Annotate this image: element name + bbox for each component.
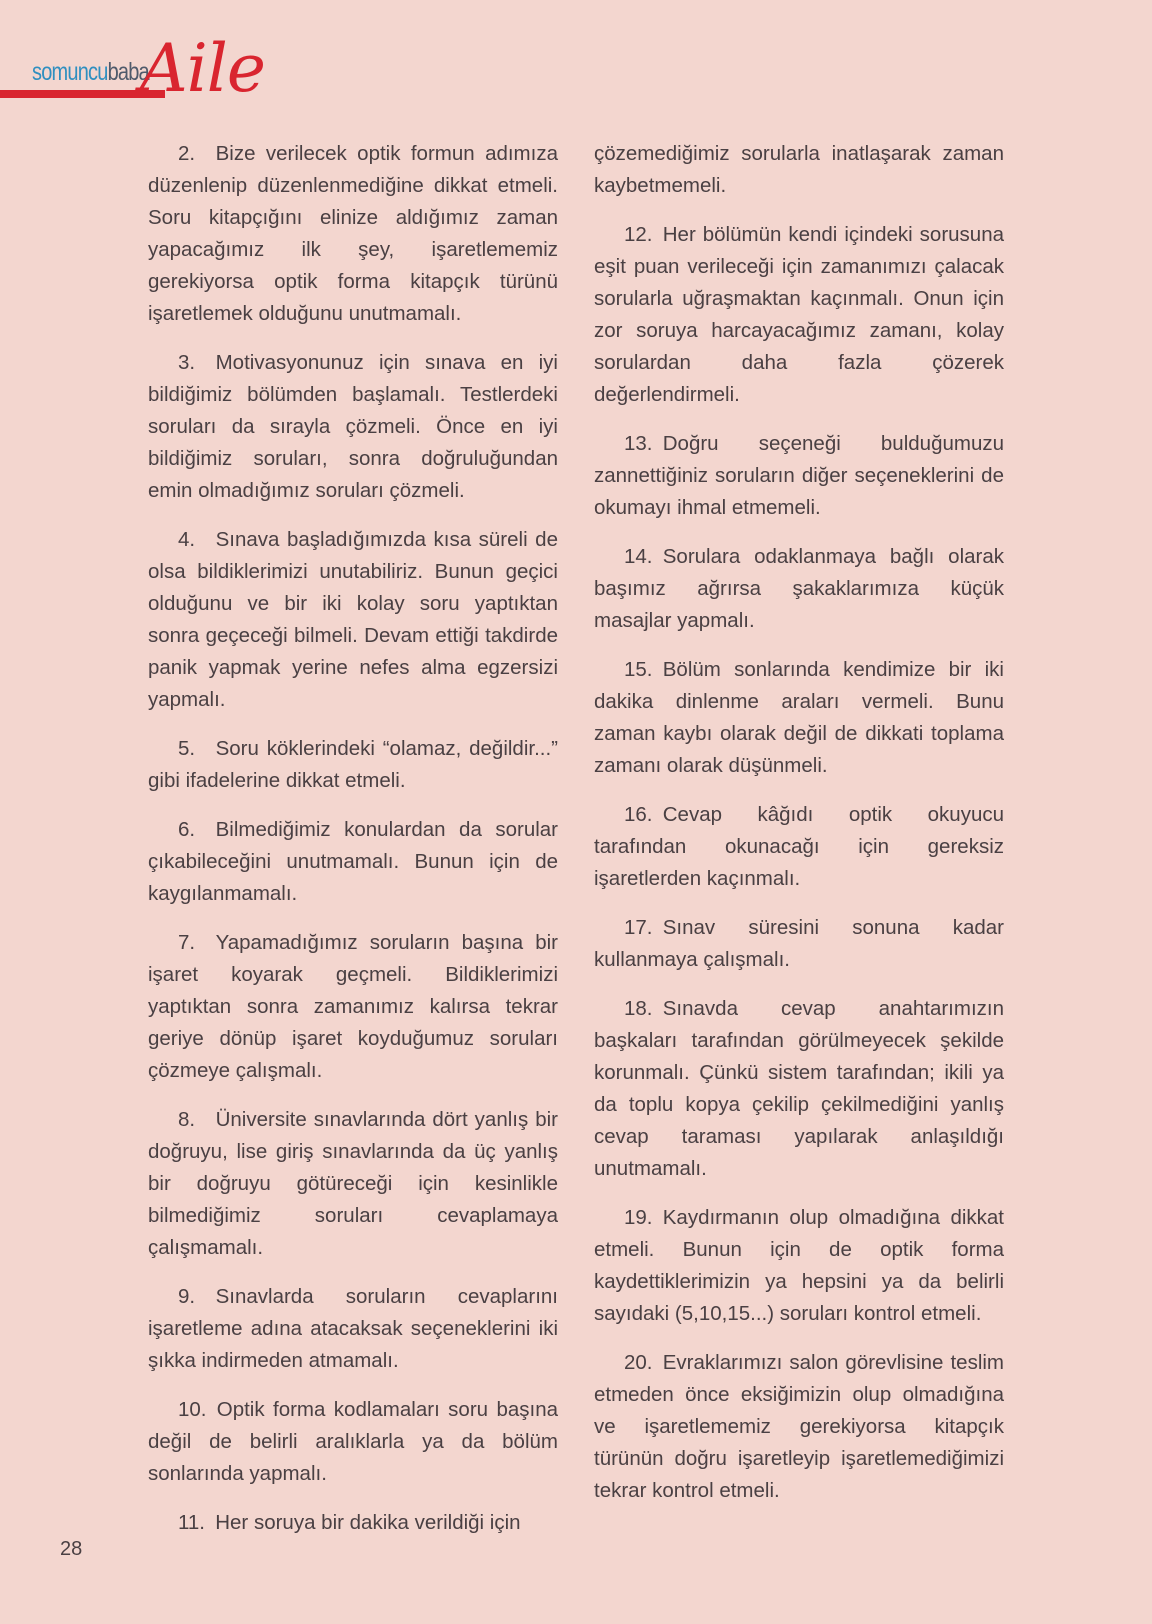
list-item-8: 8. Üniversite sınavlarında dört yanlış bir doğruyu, lise giriş sınavlarında da üç yanlış bir doğruyu götüreceği için kesinlikle bilmediğimiz soruları cevaplamaya çalışmamalı.: [148, 1108, 558, 1259]
list-item-17: 17. Sınav süresini sonuna kadar kullanmaya çalışmalı.: [594, 916, 1004, 971]
list-item-7: 7. Yapamadığımız soruların başına bir işaret koyarak geçmeli. Bildiklerimizi yaptıktan sonra zamanımız kalırsa tekrar geriye dönüp işaret koyduğumuz soruları çözmeye çalışmalı.: [148, 931, 558, 1082]
left-text-column: [148, 138, 558, 1556]
right-text-column: [594, 138, 1004, 1524]
list-item-3: 3. Motivasyonunuz için sınava en iyi bildiğimiz bölümden başlamalı. Testlerdeki soruları da sırayla çözmeli. Önce en iyi bildiğimiz soruları, sonra doğruluğundan emin olmadığımız soruları çözmeli.: [148, 351, 558, 502]
brand-part-baba: baba: [107, 58, 149, 86]
list-item-16: 16. Cevap kâğıdı optik okuyucu tarafından okunacağı için gereksiz işaretlerden kaçınmalı.: [594, 803, 1004, 890]
page-number: 28: [60, 1538, 83, 1560]
list-item-19: 19. Kaydırmanın olup olmadığına dikkat etmeli. Bunun için de optik forma kaydettiklerimizin ya hepsini ya da belirli sayıdaki (5,10,15...) soruları kontrol etmeli.: [594, 1206, 1004, 1325]
list-item-14: 14. Sorulara odaklanmaya bağlı olarak başımız ağrırsa şakaklarımıza küçük masajlar yapmalı.: [594, 545, 1004, 632]
list-item-4: 4. Sınava başladığımızda kısa süreli de olsa bildiklerimizi unutabiliriz. Bunun geçici olduğunu ve bir iki kolay soru yaptıktan sonra geçeceği bilmeli. Devam ettiği takdirde panik yapmak yerine nefes alma egzersizi yapmalı.: [148, 528, 558, 711]
list-item-13: 13. Doğru seçeneği bulduğumuzu zannettiğiniz soruların diğer seçeneklerini de okumayı ihmal etmemeli.: [594, 432, 1004, 519]
magazine-header: [0, 30, 265, 110]
list-item-12: 12. Her bölümün kendi içindeki sorusuna eşit puan verileceği için zamanımızı çalacak sorularla uğraşmaktan kaçınmalı. Onun için zor soruya harcayacağımız zamanı, kolay sorulardan daha fazla çözerek değerlendirmeli.: [594, 223, 1004, 406]
list-item-15: 15. Bölüm sonlarında kendimize bir iki dakika dinlenme araları vermeli. Bunu zaman kaybı olarak değil de dikkati toplama zamanı olarak düşünmeli.: [594, 658, 1004, 777]
list-item-20: 20. Evraklarımızı salon görevlisine teslim etmeden önce eksiğimizin olup olmadığına ve işaretlememiz gerekiyorsa kitapçık türünün doğru işaretleyip işaretlemediğimizi tekrar kontrol etmeli.: [594, 1351, 1004, 1502]
list-item-6: 6. Bilmediğimiz konulardan da sorular çıkabileceğini unutmamalı. Bunun için de kaygılanmamalı.: [148, 818, 558, 905]
list-item-10: 10. Optik forma kodlamaları soru başına değil de belirli aralıklarla ya da bölüm sonlarında yapmalı.: [148, 1398, 558, 1485]
list-item-2: 2. Bize verilecek optik formun adımıza düzenlenip düzenlenmediğine dikkat etmeli. Soru kitapçığını elinize aldığımız zaman yapacağımız ilk şey, işaretlememiz gerekiyorsa optik forma kitapçık türünü işaretlemek olduğunu unutmamalı.: [148, 142, 558, 325]
brand-part-somuncu: somuncu: [32, 58, 108, 86]
list-item-11-continuation: çözemediğimiz sorularla inatlaşarak zaman kaybetmemeli.: [594, 142, 1004, 197]
list-item-18: 18. Sınavda cevap anahtarımızın başkaları tarafından görülmeyecek şekilde korunmalı. Çünkü sistem tarafından; ikili ya da toplu kopya çekilip çekilmediğini yanlış cevap taraması yapılarak anlaşıldığı unutmamalı.: [594, 997, 1004, 1180]
list-item-5: 5. Soru köklerindeki “olamaz, değildir...” gibi ifadelerine dikkat etmeli.: [148, 737, 558, 792]
brand-logo-text: [32, 58, 149, 87]
list-item-11: 11. Her soruya bir dakika verildiği için: [178, 1511, 521, 1534]
list-item-9: 9. Sınavlarda soruların cevaplarını işaretleme adına atacaksak seçeneklerini iki şıkka indirmeden atmamalı.: [148, 1285, 558, 1372]
section-script-title: Aile: [140, 30, 265, 107]
